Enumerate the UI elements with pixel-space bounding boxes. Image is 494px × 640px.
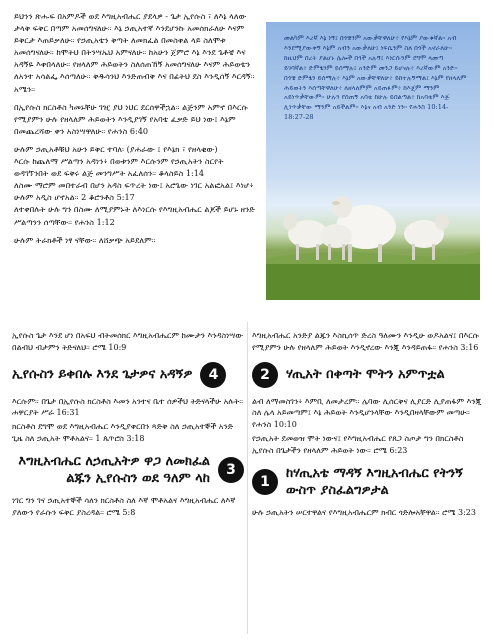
section-2-verse-2: እግዚአብሔር አንድያ ልጁን እስኪሰጥ ድረስ ዓለሙን እንዲሁ ወዶአልና፤ በእርሱ የሚያምን ሁሉ የዘላለም ሕይወት እንዲኖረው እንጂ እንዳይጠፋ። የሐንስ 3:16 <box>252 331 480 352</box>
prayer-text-block <box>14 10 258 252</box>
section-2-number-badge: 2 <box>252 362 278 388</box>
right-column <box>252 330 484 518</box>
fold-divider <box>247 322 248 634</box>
verse-corinthians: ለስሙ ማሮም መበተራብ በሆን አዳስ ፍጥረት ነው፤ አሮጌው ነገር አልፎአል፤ እነሆ፥ ሁሉም አዲስ ሆኖአል። 2 ቆሮንቶስ 5:17 <box>14 180 254 203</box>
section-3-heading <box>12 453 244 487</box>
left-column <box>12 330 244 518</box>
verse-john-1-12: ለተቀበሉት ሁሉ ግን በስሙ ለሚያምኑት ለእነርሱ የእግዚአብሔር ልጆች ይሆኑ ዘንድ ሥልጣንን ሰጣቸው። የሐንስ 1:12 <box>14 204 255 227</box>
section-4-verse-1: እርሱም። በጌታ በኢየሱስ ክርስቶስ እመን አንተና ቤተ ሰዎችህ ትድናላችሁ አሉት። ሐዋርያት ሥራ 16:31 <box>12 396 244 418</box>
section-1-title: ከሃጢአቴ ማዳኝ እግዚአብሔር የትንኝ ውስጥ ያስፈልግዎታል <box>286 465 463 498</box>
section-3-verse-1: ነገር ግን ገና ኃጢአተኞች ሳለን ክርስቶስ ስለ እኛ ሞቶአልና እግዚአብሔር ለእኛ ያለውን የራሱን ፍቅር ያስረዳል። ሮሜ 5:8 <box>12 495 236 517</box>
section-3-number-badge: 3 <box>218 457 244 483</box>
john-10-verse: መልካም እረኛ እኔ ነኝ፤ በጎቼንም አውቃቸዋለሁ፥ የእኔም ያውቁኛል። አብ እንደሚያውቀኝ እኔም አብን አውቃለሁ፤ ነፍሴንም ስለ በጎች አኖራለሁ። ከዚህም በረት ያልሆኑ ሌሎች በጎች አሉኝ፤ እነርሱንም ደግሞ ላመጣ ይገባኛል፥ ድምፄንም ይሰማሉ፤ አንድም መንጋ ይሆናሉ፥ እረኛውም አንድ። በጎቼ ድምፄን ይሰማሉ፥ እኔም አውቃቸዋለሁ፥ ይከተሉኝማል፤ እኔም የዘላለም ሕይወትን እሰጣቸዋለሁ፥ ለዘላለምም አይጠፉም፥ ከእጄም ማንም አይነጥቃቸውም። ሁሉን የሰጠኝ አባቴ ከሁሉ ይበልጣል፥ ከአባቴም እጅ ሊነጥቃቸው ማንም አይችልም። እኔና አብ አንድ ነን። የሐንስ 10:14-18:27-28 <box>284 34 467 122</box>
top-panel <box>0 0 494 312</box>
section-3-verse-2: ክርስቶስ ደግሞ ወደ እግዚአብሔር እንዲያቀርበን ጻድቅ ስለ ኃጢአተኞች አንድ ጊዜ ስለ ኃጢአት ሞቶአልና። 1 ጴጥሮስ 3:18 <box>12 422 234 443</box>
section-2-heading <box>252 362 484 388</box>
section-3-title: እግዚአብሔር ለኃጢአትዎ ዋጋ ለመክፈል ልጁን ኢየሱስን ወደ ዓለም ላከ <box>18 453 210 486</box>
section-2-title: ሃጢአት በቀጣት ሞትን አምጥቷል <box>286 367 445 383</box>
verse-colossians: እርሱ ከጨለማ ሥልጣን አዳነን፥ በወቱንም እርሱንም የኃጢአትን ስርየት ወዳገኘንበት ወደ ፍቅሩ ልጅ መንግሥት አፈለሰን። ቆላስይስ 1:14 <box>14 156 224 179</box>
section-4-number-badge: 4 <box>200 362 226 388</box>
assurance-paragraph: በኢየሱስ ክርስቶስ ካመኑቸሁ ገዢ ያህ ነህር ደርሰዋችኋል። ልጅንም አምኖ በእርሱ የሚያምን ሁሉ የዘላለም ሕይወትን እንዲያገኝ የአባቴ ፈቃድ ይህ ነው፤ እኔም በመጨረሻው ቀን አስነሣዋለሁ። የሐንስ 6:40 <box>14 101 248 136</box>
prayer-paragraph: ይህንን ጽሑፍ በአምዶች ወደ እግዚአብሔር ያደላዎ - ጌታ ኢየሱስ ፣ ለእኔ ላለው ታላቅ ፍቅር በጣም አመሰግናለሁ። እኔ ኃጢአተኛ እንደሆንኩ አመሰክራለሁ እናም ይቅርታ እጠይቃለሁ። የኃጢአቴን ቅጣት ለመክፈል በመስቀል ላይ ስለሞቱ አመሰግናለሁ። ከሞትህ በትንሣኤህ አምናለሁ። ከአሁን ጀምሮ እኔ እንደ ጌቶቼ እና አዳኝዬ እቀበላለሁ። የዘላለም ሕይወትን ስለሰጠኸኝ አመሰግናለሁ እናም ሕይወቴን ለአንተ አሳልፌ እሰጣለሁ። ቅዱሳንህ እንድጠብቅ እና በፊትህ ደስ እንዲሰኝ እርዳኝ። አሜን። <box>14 11 255 94</box>
section-2-verse-1: ልብ ለማመስገን፥ እምቢ ለመታረም። ሌባው ሊሰርቅና ሊያርድ ሊያጠፋም እንጂ ስለ ሌላ አይመጣም፤ እኔ ሕይወት እንዲሆንላቸው እንዲበዛላቸውም መጣሁ። የሐንስ 10:10 <box>252 396 482 430</box>
section-4-verse-2: ኢየሱስ ጌታ እንደ ሆነ በአፍህ ብትመሰክር እግዚአብሔርም ከሙታን እንዳስነሣው በልብህ ብታምን ትድናለህ። ሮሜ 10:9 <box>12 331 244 352</box>
section-1-verse-2: የኃጢአት ደመወዝ ሞት ነውና፤ የእግዚአብሔር የጸጋ ስጦታ ግን በክርስቶስ ኢየሱስ በጌታችን የዘላለም ሕይወት ነው። ሮሜ 6:23 <box>252 433 464 455</box>
section-1-verse-1: ሁሉ ኃጢአትን ሠርተዋልና የእግዚአብሔርም ክብር ጎድሎአቸዋል። ሮሜ 3:23 <box>252 507 476 517</box>
section-1-number-badge: 1 <box>252 469 278 495</box>
section-1-heading <box>252 465 484 499</box>
forgiveness-line: ሁሉም ኃጢአቶቹህ አሁን ይቅር ተባለ፡ (ያሐራው ፤ የእኔክ ፣ የዘላቂው) <box>14 143 218 154</box>
sheep-illustration <box>266 22 480 300</box>
free-tracts-note: ሁሉም ትራክቶች ነፃ ናቸው። ለሸቃጭ አይደለም። <box>14 234 156 245</box>
section-4-title: ኢየሱስን ይቀበሉ እንደ ጌታዎና አዳኝዎ <box>12 367 193 383</box>
section-4-heading <box>12 362 244 388</box>
